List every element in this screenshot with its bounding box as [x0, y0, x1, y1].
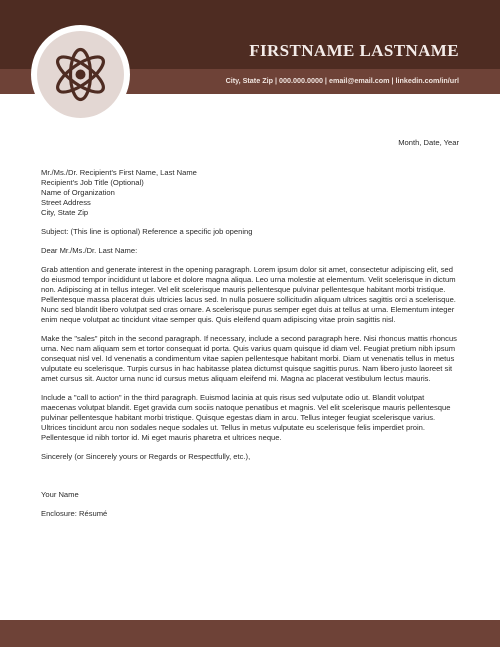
recipient-line: City, State Zip [41, 208, 89, 217]
applicant-name: FIRSTNAME LASTNAME [249, 41, 459, 60]
logo-circle [37, 31, 124, 118]
salutation: Dear Mr./Ms./Dr. Last Name: [41, 246, 138, 255]
body-paragraph: Make the "sales" pitch in the second paragraph. If necessary, include a second paragraph here. Nisi rhoncus mattis rhoncus urna. Nec nam aliquam sem et tortor consequat id porta. Quis varius quam quisque id diam vel. Feugiat pretium nibh ipsum consequat nisl vel. Id venenatis a condimentum vitae sapien pellentesque habitant morbi. Diam ut venenatis tellus in metus vulputate eu scelerisque. Turpis cursus in hac habitasse platea dictumst quisque sagittis purus. Nam libero justo laoreet sit amet cursus sit. Auctor urna nunc id cursus metus aliquam eleifend mi. Magna ac placerat vestibulum lectus mauris. [41, 334, 457, 383]
enclosure-line: Enclosure: Résumé [41, 509, 108, 518]
closing-line: Sincerely (or Sincerely yours or Regards or Respectfully, etc.), [41, 452, 251, 461]
logo-badge [31, 25, 130, 124]
recipient-line: Recipient's Job Title (Optional) [41, 178, 144, 187]
recipient-block [41, 168, 461, 218]
recipient-line: Name of Organization [41, 188, 115, 197]
recipient-line: Street Address [41, 198, 91, 207]
letter-date: Month, Date, Year [398, 138, 459, 147]
footer-bar [0, 620, 500, 647]
atom-icon [37, 31, 124, 118]
body-paragraph: Include a "call to action" in the third paragraph. Euismod lacinia at quis risus sed vulputate odio ut. Blandit volutpat maecenas volutpat blandit. Eget gravida cum sociis natoque penatibus et magnis. Vel elit scelerisque mauris pellentesque pulvinar pellentesque habitant morbi tristique. Quisque egestas diam in arcu. Tellus integer feugiat scelerisque varius. Ultrices tincidunt arcu non sodales neque sodales ut. Tellus in metus vulputate eu scelerisque felis imperdiet proin. Pellentesque id nibh tortor id. Mi eget mauris pharetra et ultrices neque. [41, 393, 451, 442]
subject-line: Subject: (This line is optional) Reference a specific job opening [41, 227, 253, 236]
body-paragraph: Grab attention and generate interest in the opening paragraph. Lorem ipsum dolor sit amet, consectetur adipiscing elit, sed do eiusmod tempor incididunt ut labore et dolore magna aliqua. Leo urna molestie at elementum. Velit scelerisque in dictum non. Adipiscing at in tellus integer. Vel elit scelerisque mauris pellentesque pulvinar pellentesque habitant morbi tristique. Pellentesque massa placerat duis ultricies lacus sed. In nulla posuere sollicitudin aliquam ultrices sagittis orci a scelerisque. Nunc sed blandit libero volutpat sed cras ornare. A scelerisque purus semper eget duis at tellus at urna. Elementum integer enim neque volutpat ac tincidunt vitae semper quis. Quis eleifend quam adipiscing vitae proin sagittis nisl. [41, 265, 456, 324]
recipient-line: Mr./Ms./Dr. Recipient's First Name, Last Name [41, 168, 197, 177]
signature-name: Your Name [41, 490, 79, 499]
contact-info: City, State Zip | 000.000.0000 | email@email.com | linkedin.com/in/url [225, 76, 459, 85]
letter-body [41, 168, 461, 519]
